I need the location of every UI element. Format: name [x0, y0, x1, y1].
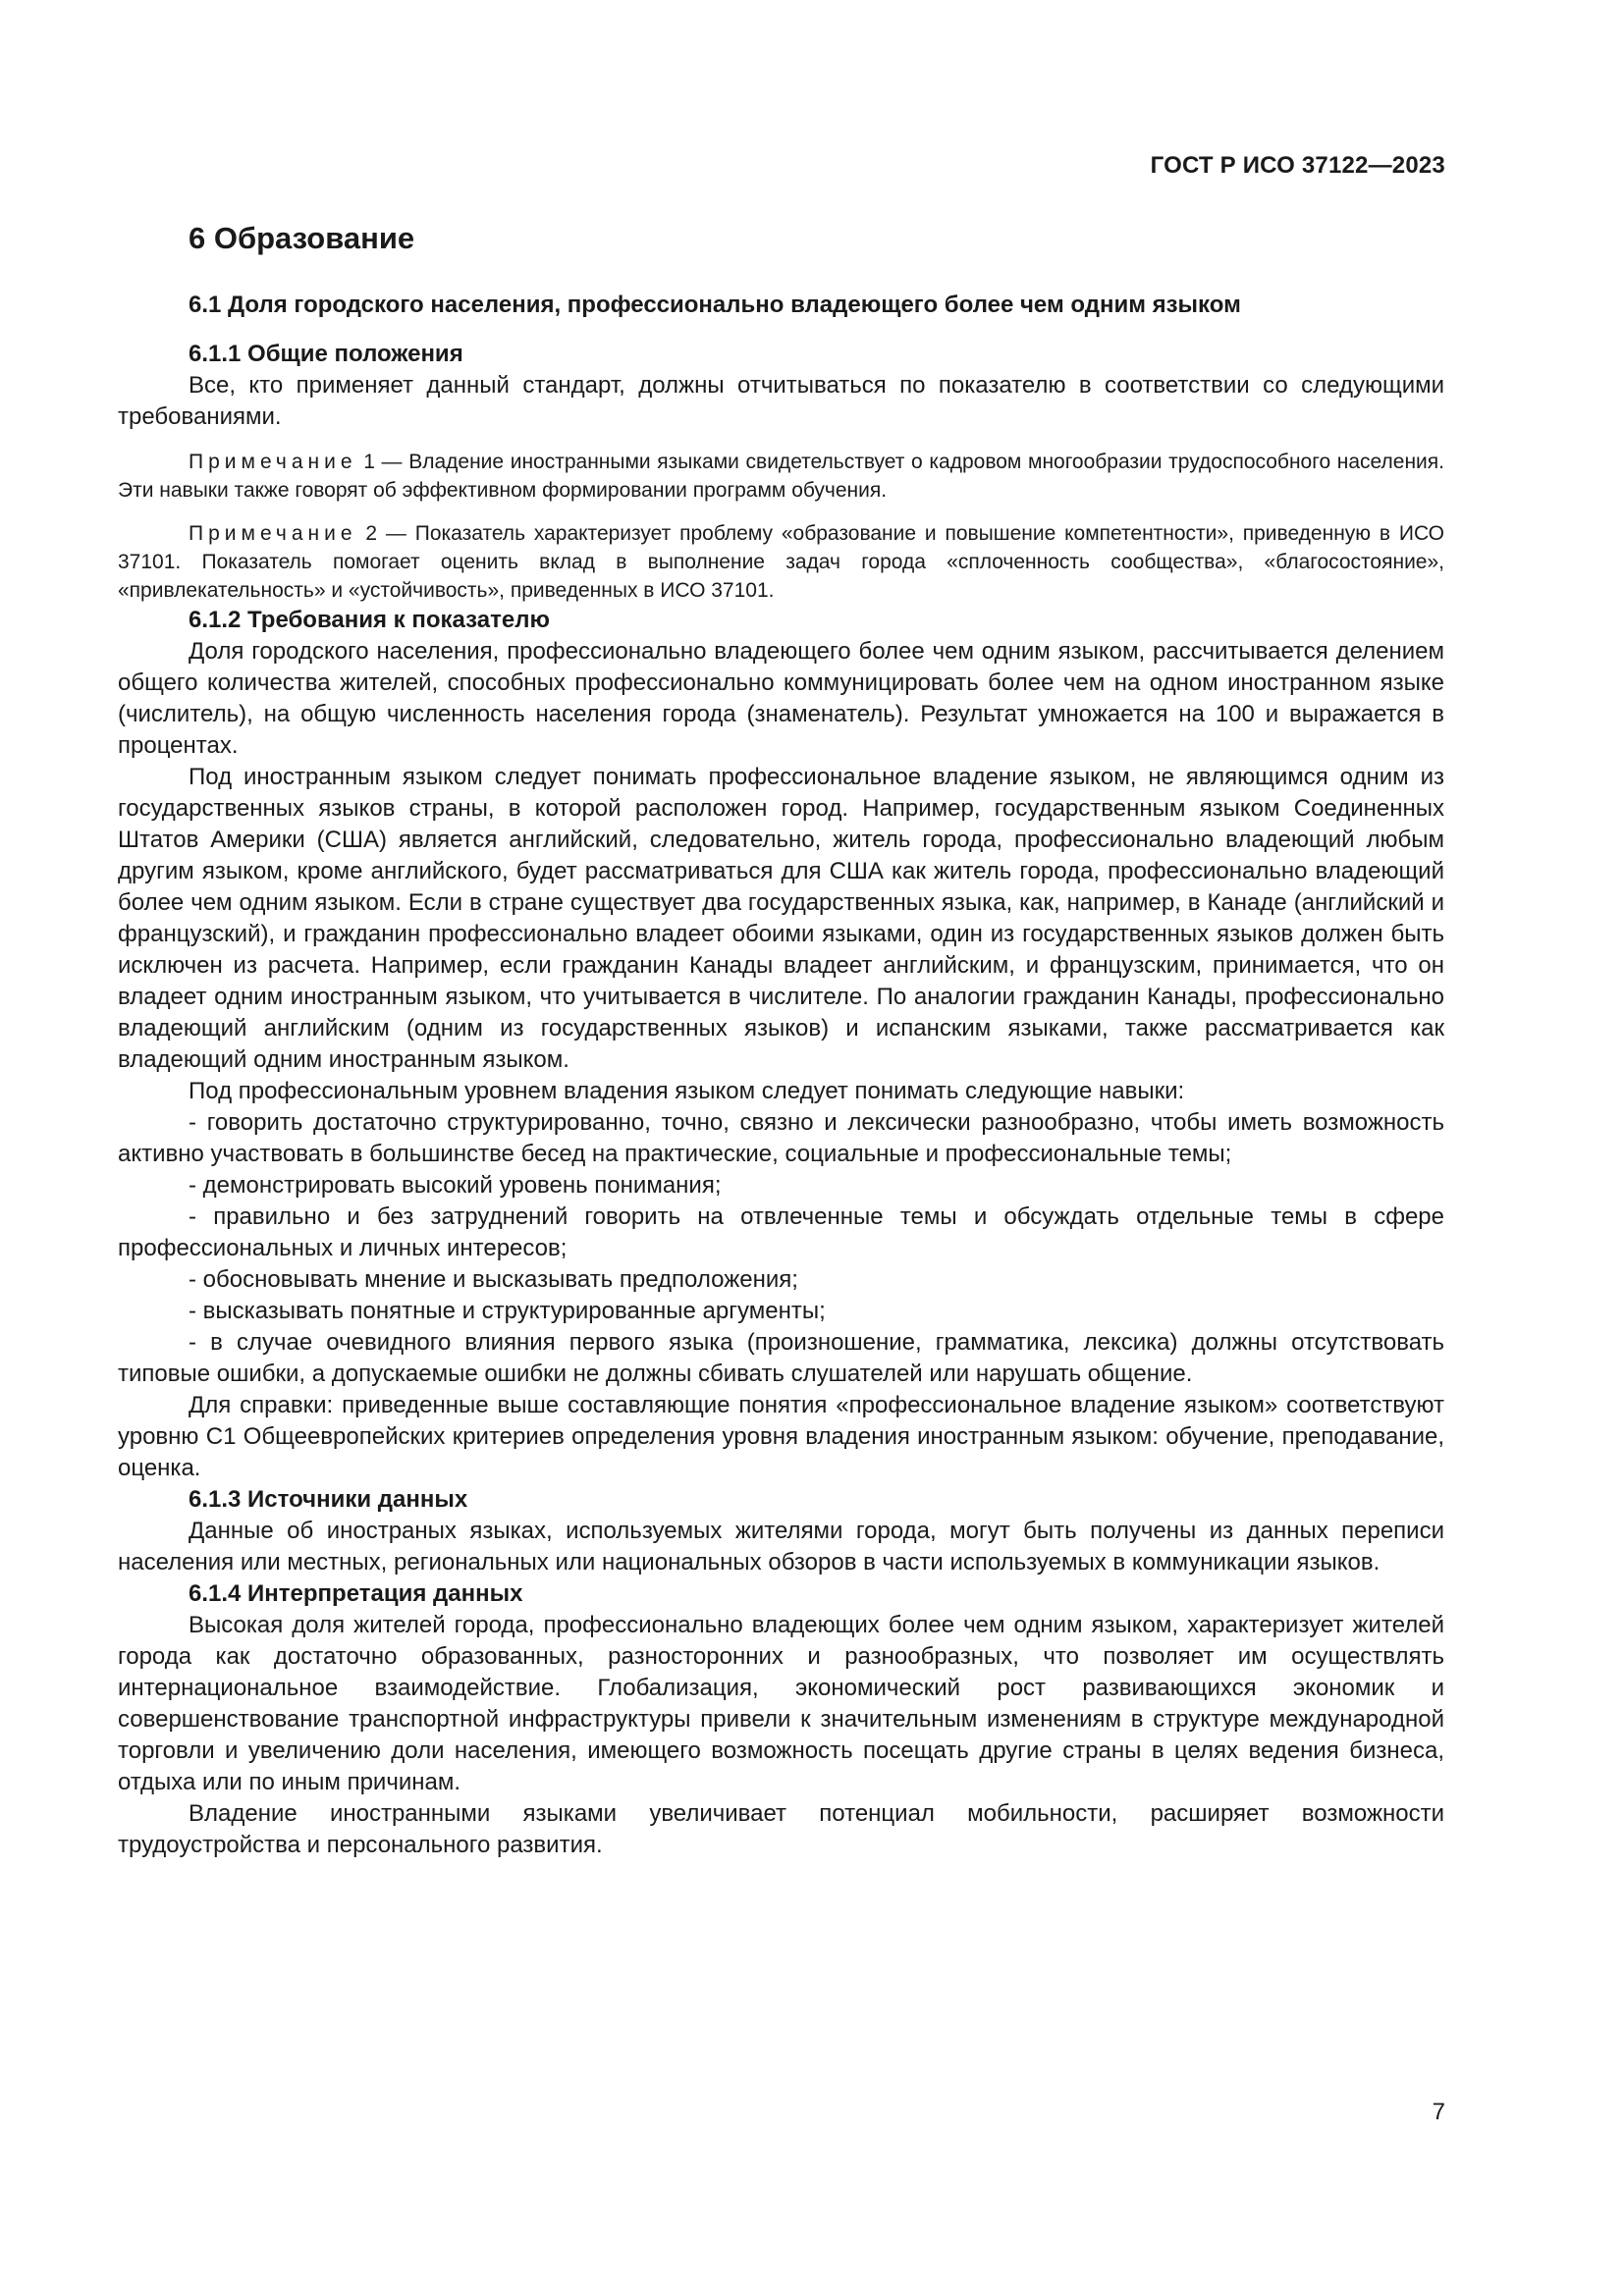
clause-614-title: 6.1.4 Интерпретация данных: [189, 1580, 523, 1608]
page-number: 7: [1432, 2099, 1445, 2125]
clause-614-paragraph-2: Владение иностранными языками увеличивает потенциал мобильности, расширяет возможности трудоустройства и персонального развития.: [118, 1800, 1444, 1859]
list-item: [118, 1107, 1444, 1170]
note-2-text: 2 — Показатель характеризует проблему «образование и повышение компетентности», приведенную в ИСО 37101. Показатель помогает оценить вклад в выполнение задач города «сплоченность сообщества», «благосостояние», «привлекательность» и «устойчивость», приведенных в ИСО 37101.: [118, 522, 1444, 603]
clause-612-paragraph-1: Доля городского населения, профессионально владеющего более чем одним языком, рассчитывается делением общего количества жителей, способных профессионально коммуницировать более чем на одном иностранном языке (числитель), на общую численность населения города (знаменатель). Результат умножается на 100 и выражается в процентах.: [118, 638, 1444, 760]
list-dash: -: [189, 1266, 196, 1294]
clause-612-title: 6.1.2 Требования к показателю: [189, 607, 550, 634]
clause-611-text: Все, кто применяет данный стандарт, должны отчитываться по показателю в соответствии со следующими требованиями.: [118, 372, 1444, 431]
list-dash: -: [189, 1109, 196, 1137]
note-1-label: Примечание: [189, 451, 357, 474]
skills-list: [118, 1107, 1444, 1390]
clause-613-text: Данные об иностраных языках, используемых жителями города, могут быть получены из данных переписи населения или местных, региональных или национальных обзоров в части используемых в коммуникации языков.: [118, 1518, 1444, 1576]
list-item-text: демонстрировать высокий уровень понимания;: [202, 1172, 722, 1200]
page-content: [118, 220, 1444, 1861]
list-dash: -: [189, 1298, 196, 1325]
list-item: [118, 1201, 1444, 1264]
list-item: [118, 1296, 1444, 1327]
clause-612-reference: Для справки: приведенные выше составляющие понятия «профессиональное владение языком» соответствуют уровню С1 Общеевропейских критериев определения уровня владения иностранным языком: обучение, преподавание, оценка.: [118, 1392, 1444, 1482]
clause-611-title: 6.1.1 Общие положения: [189, 341, 463, 368]
note-2: [118, 519, 1444, 605]
clause-612-paragraph-3: Под профессиональным уровнем владения языком следует понимать следующие навыки:: [189, 1078, 1185, 1105]
note-1: [118, 448, 1444, 505]
subsection-title: 6.1 Доля городского населения, профессионально владеющего более чем одним языком: [189, 292, 1241, 319]
clause-613-title: 6.1.3 Источники данных: [189, 1486, 468, 1514]
list-dash: -: [189, 1172, 196, 1200]
list-item: [118, 1264, 1444, 1296]
note-2-label: Примечание: [189, 522, 357, 546]
list-item: [118, 1327, 1444, 1390]
list-item-text: в случае очевидного влияния первого языка (произношение, грамматика, лексика) должны отсутствовать типовые ошибки, а допускаемые ошибки не должны сбивать слушателей или нарушать общение.: [118, 1329, 1445, 1388]
list-item-text: высказывать понятные и структурированные аргументы;: [202, 1298, 826, 1325]
list-item-text: говорить достаточно структурированно, точно, связно и лексически разнообразно, чтобы иметь возможность активно участвовать в большинстве бесед на практические, социальные и профессиональные темы;: [118, 1109, 1444, 1168]
list-item-text: правильно и без затруднений говорить на отвлеченные темы и обсуждать отдельные темы в сфере профессиональных и личных интересов;: [118, 1203, 1444, 1262]
list-dash: -: [189, 1329, 196, 1357]
section-title: 6 Образование: [189, 221, 415, 255]
document-code-header: ГОСТ Р ИСО 37122—2023: [1150, 152, 1445, 179]
clause-614-paragraph-1: Высокая доля жителей города, профессионально владеющих более чем одним языком, характеризует жителей города как достаточно образованных, разносторонних и разнообразных, что позволяет им осуществлять интернациональное взаимодействие. Глобализация, экономический рост развивающихся экономик и совершенствование транспортной инфраструктуры привели к значительным изменениям в структуре международной торговли и увеличению доли населения, имеющего возможность посещать другие страны в целях ведения бизнеса, отдыха или по иным причинам.: [118, 1612, 1444, 1796]
clause-612-paragraph-2: Под иностранным языком следует понимать профессиональное владение языком, не являющимся одним из государственных языков страны, в которой расположен город. Например, государственным языком Соединенных Штатов Америки (США) является английский, следовательно, житель города, профессионально владеющий любым другим языком, кроме английского, будет рассматриваться для США как житель города, профессионально владеющий более чем одним языком. Если в стране существует два государственных языка, как, например, в Канаде (английский и французский), и гражданин профессионально владеет обоими языками, один из государственных языков должен быть исключен из расчета. Например, если гражданин Канады владеет английским, и французским, принимается, что он владеет одним иностранным языком, что учитывается в числителе. По аналогии гражданин Канады, профессионально владеющий английским (одним из государственных языков) и испанским языками, также рассматривается как владеющий одним иностранным языком.: [118, 764, 1444, 1074]
list-dash: -: [189, 1203, 196, 1231]
list-item-text: обосновывать мнение и высказывать предположения;: [202, 1266, 798, 1294]
note-1-text: 1 — Владение иностранными языками свидетельствует о кадровом многообразии трудоспособного населения. Эти навыки также говорят об эффективном формировании программ обучения.: [118, 451, 1444, 503]
list-item: [118, 1170, 1444, 1201]
